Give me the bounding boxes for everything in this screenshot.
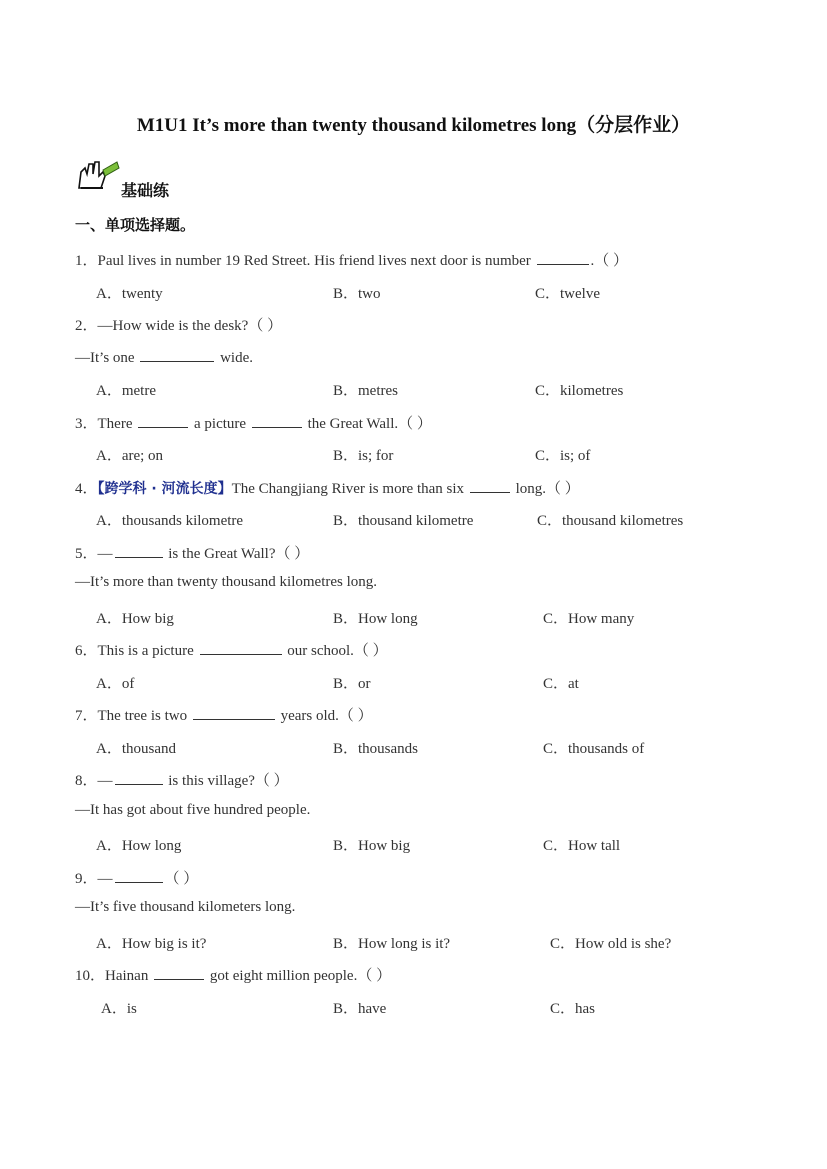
question-8: 8．— is this village?（ ） [75,769,289,790]
option-b[interactable]: B．How big [333,838,411,854]
option-b[interactable]: B．How long is it? [333,936,451,952]
question-1: 1．Paul lives in number 19 Red Street. His friend lives next door is number .（ ） [75,249,628,270]
option-c[interactable]: C．kilometres [535,383,624,399]
option-c[interactable]: C．How old is she? [550,936,672,952]
question-5: 5．— is the Great Wall?（ ） [75,542,309,563]
question-2: 2．—How wide is the desk?（ ） [75,318,283,334]
answer-blank[interactable] [193,705,275,720]
option-a[interactable]: A．is [101,1001,137,1017]
option-b[interactable]: B．metres [333,383,398,399]
option-b[interactable]: B．thousands [333,741,419,757]
cross-subject-tag: 【跨学科 · 河流长度】 [97,481,232,497]
question-5-reply: —It’s more than twenty thousand kilometres long. [75,574,378,590]
option-a[interactable]: A．are; on [96,448,164,464]
option-b[interactable]: B．two [333,286,381,302]
option-a[interactable]: A．thousand [96,741,176,757]
option-c[interactable]: C．thousands of [543,741,645,757]
option-c[interactable]: C．has [550,1001,596,1017]
option-a[interactable]: A．thousands kilometre [96,513,244,529]
question-4: 4．【跨学科 · 河流长度】The Changjiang River is more than six long.（ ） [75,477,580,498]
answer-blank[interactable] [470,478,510,493]
option-b[interactable]: B．is; for [333,448,394,464]
answer-blank[interactable] [115,868,163,883]
question-6: 6．This is a picture our school.（ ） [75,639,388,660]
answer-blank[interactable] [115,770,163,785]
part-heading: 一、单项选择题。 [75,216,196,234]
option-a[interactable]: A．How long [96,838,182,854]
answer-blank[interactable] [537,250,589,265]
answer-blank[interactable] [154,965,204,980]
option-a[interactable]: A．How big is it? [96,936,207,952]
question-10: 10．Hainan got eight million people.（ ） [75,964,391,985]
question-3: 3．There a picture the Great Wall.（ ） [75,412,432,433]
section-label: 基础练 [121,181,170,200]
cartoon-hand-icon [75,158,121,190]
question-9-reply: —It’s five thousand kilometers long. [75,899,296,915]
question-9: 9．— （ ） [75,867,198,888]
option-b[interactable]: B．thousand kilometre [333,513,474,529]
option-a[interactable]: A．of [96,676,135,692]
document-title: M1U1 It’s more than twenty thousand kilometres long（分层作业） [136,115,691,136]
answer-blank[interactable] [140,347,214,362]
option-c[interactable]: C．twelve [535,286,600,302]
option-c[interactable]: C．How many [543,611,635,627]
option-c[interactable]: C．is; of [535,448,591,464]
answer-blank[interactable] [200,640,282,655]
option-b[interactable]: B．or [333,676,371,692]
answer-blank[interactable] [115,543,163,558]
option-b[interactable]: B．have [333,1001,387,1017]
answer-blank[interactable] [252,413,302,428]
answer-blank[interactable] [138,413,188,428]
question-8-reply: —It has got about five hundred people. [75,802,311,818]
question-2-reply: —It’s one wide. [75,347,253,367]
option-c[interactable]: C．How tall [543,838,621,854]
option-a[interactable]: A．twenty [96,286,163,302]
option-c[interactable]: C．at [543,676,579,692]
option-a[interactable]: A．metre [96,383,156,399]
option-a[interactable]: A．How big [96,611,174,627]
option-b[interactable]: B．How long [333,611,418,627]
question-7: 7．The tree is two years old.（ ） [75,704,373,725]
option-c[interactable]: C．thousand kilometres [537,513,684,529]
